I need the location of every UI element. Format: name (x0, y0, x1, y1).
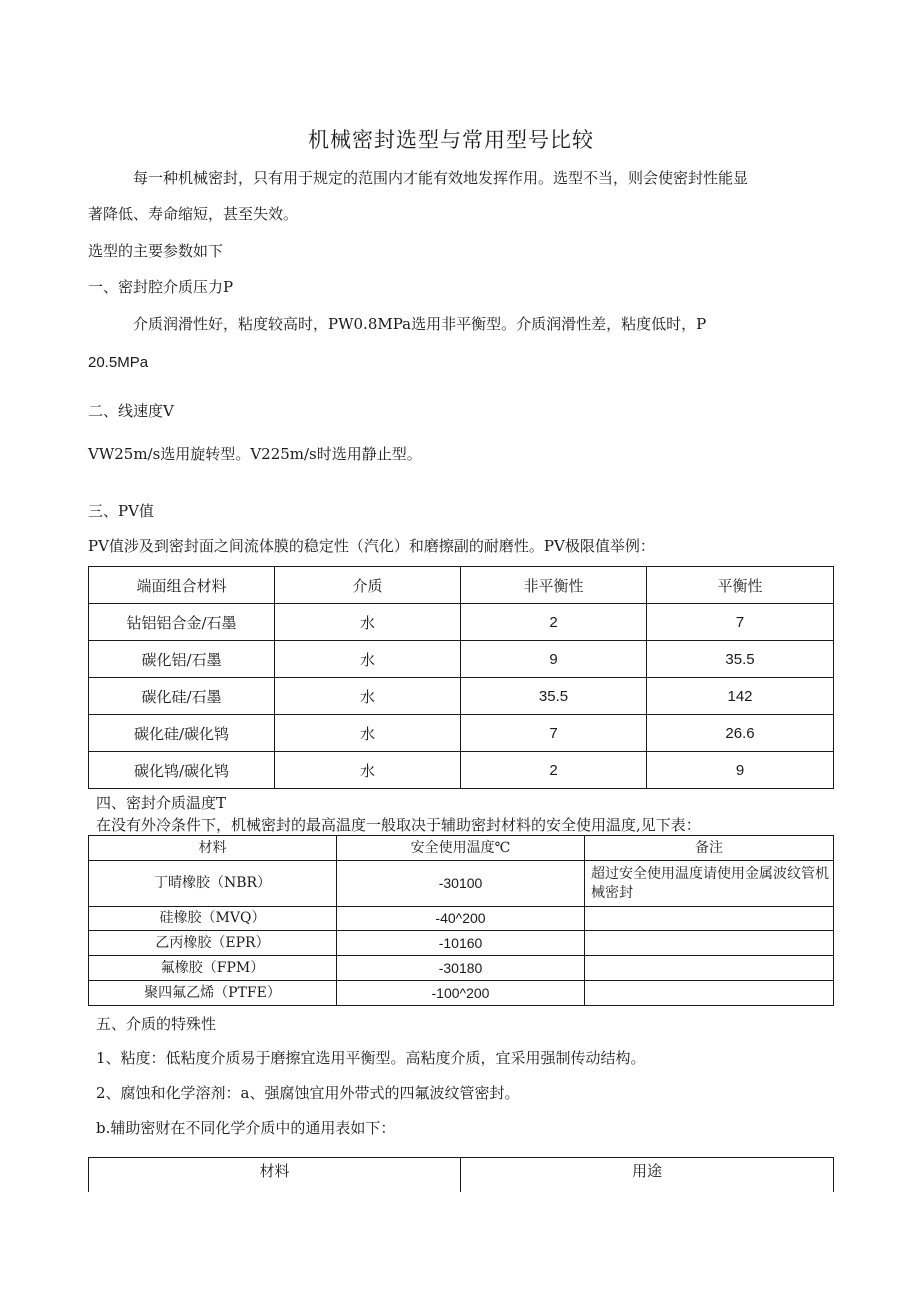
table-cell: 9 (647, 752, 834, 789)
table-cell: 7 (647, 604, 834, 641)
table-cell: 钻铝铝合金/石墨 (89, 604, 275, 641)
table-header-row (89, 567, 834, 604)
table-row (89, 752, 834, 789)
header-cell: 材料 (89, 1158, 461, 1193)
page-title: 机械密封选型与常用型号比较 (308, 128, 594, 152)
table-cell: -100^200 (337, 981, 585, 1006)
temperature-table (88, 835, 834, 1006)
section-5-item-2: 2、腐蚀和化学溶剂：a、强腐蚀宜用外带式的四氟波纹管密封。 (96, 1084, 520, 1102)
table-cell: 碳化硅/碳化鸨 (89, 715, 275, 752)
table-row (89, 641, 834, 678)
section-5-item-3: b.辅助密财在不同化学介质中的通用表如下： (96, 1119, 396, 1137)
header-cell: 材料 (89, 836, 337, 861)
header-cell: 平衡性 (647, 567, 834, 604)
table-cell: 碳化铝/石墨 (89, 641, 275, 678)
section-1-line-2: 20.5MPa (88, 354, 149, 371)
table-row (89, 907, 834, 931)
table-header-row (89, 1158, 834, 1193)
table-cell: 硅橡胶（MVQ） (89, 907, 337, 931)
table-cell: 35.5 (461, 678, 647, 715)
section-1-heading: 一、密封腔介质压力P (88, 278, 234, 296)
intro-line-1: 每一种机械密封，只有用于规定的范围内才能有效地发挥作用。选型不当，则会使密封性能显 (133, 169, 749, 187)
table-row (89, 678, 834, 715)
table-row (89, 861, 834, 907)
table-cell: 9 (461, 641, 647, 678)
table-cell (585, 907, 834, 931)
section-1-line-1: 介质润滑性好，粘度较高时，PW0.8MPa选用非平衡型。介质润滑性差，粘度低时，P (133, 315, 707, 333)
header-cell: 用途 (461, 1158, 834, 1193)
header-cell: 非平衡性 (461, 567, 647, 604)
table-cell: 142 (647, 678, 834, 715)
table-cell: 水 (275, 752, 461, 789)
header-cell: 端面组合材料 (89, 567, 275, 604)
table-row (89, 715, 834, 752)
section-5-heading: 五、介质的特殊性 (96, 1015, 217, 1033)
table-cell: 超过安全使用温度请使用金属波纹管机械密封 (585, 861, 834, 907)
auxiliary-seal-table (88, 1157, 834, 1192)
table-row (89, 931, 834, 956)
table-cell: 水 (275, 604, 461, 641)
table-cell: 碳化硅/石墨 (89, 678, 275, 715)
header-cell: 介质 (275, 567, 461, 604)
section-3-line-1: PV值涉及到密封面之间流体膜的稳定性（汽化）和磨擦副的耐磨性。PV极限值举例： (88, 537, 655, 555)
table-row (89, 956, 834, 981)
table-cell: 水 (275, 715, 461, 752)
section-4-line-1: 在没有外冷条件下，机械密封的最高温度一般取决于辅助密封材料的安全使用温度,见下表： (96, 816, 701, 834)
table-row (89, 604, 834, 641)
table-row (89, 981, 834, 1006)
table-cell: 水 (275, 678, 461, 715)
table-cell: -10160 (337, 931, 585, 956)
table-cell: 2 (461, 604, 647, 641)
params-heading: 选型的主要参数如下 (88, 242, 224, 260)
table-cell (585, 931, 834, 956)
header-cell: 备注 (585, 836, 834, 861)
table-cell: 7 (461, 715, 647, 752)
table-cell: 聚四氟乙烯（PTFE） (89, 981, 337, 1006)
table-header-row (89, 836, 834, 861)
table-cell: 碳化鸨/碳化鸨 (89, 752, 275, 789)
table-cell: 35.5 (647, 641, 834, 678)
table-cell: 水 (275, 641, 461, 678)
header-cell: 安全使用温度℃ (337, 836, 585, 861)
table-cell: 乙丙橡胶（EPR） (89, 931, 337, 956)
section-2-line-1: VW25m∕s选用旋转型。V225m∕s时选用静止型。 (88, 445, 422, 463)
section-2-heading: 二、线速度V (88, 402, 174, 420)
table-cell (585, 981, 834, 1006)
table-cell: 2 (461, 752, 647, 789)
table-cell: 氟橡胶（FPM） (89, 956, 337, 981)
pv-limit-table (88, 566, 834, 789)
section-3-heading: 三、PV值 (88, 502, 154, 520)
intro-line-2: 著降低、寿命缩短，甚至失效。 (88, 205, 299, 223)
table-cell (585, 956, 834, 981)
section-5-item-1: 1、粘度：低粘度介质易于磨擦宜选用平衡型。高粘度介质，宜采用强制传动结构。 (96, 1049, 646, 1067)
table-cell: -40^200 (337, 907, 585, 931)
section-4-heading: 四、密封介质温度T (96, 794, 227, 812)
table-cell: 丁晴橡胶（NBR） (89, 861, 337, 907)
table-cell: -30100 (337, 861, 585, 907)
table-cell: -30180 (337, 956, 585, 981)
table-cell: 26.6 (647, 715, 834, 752)
